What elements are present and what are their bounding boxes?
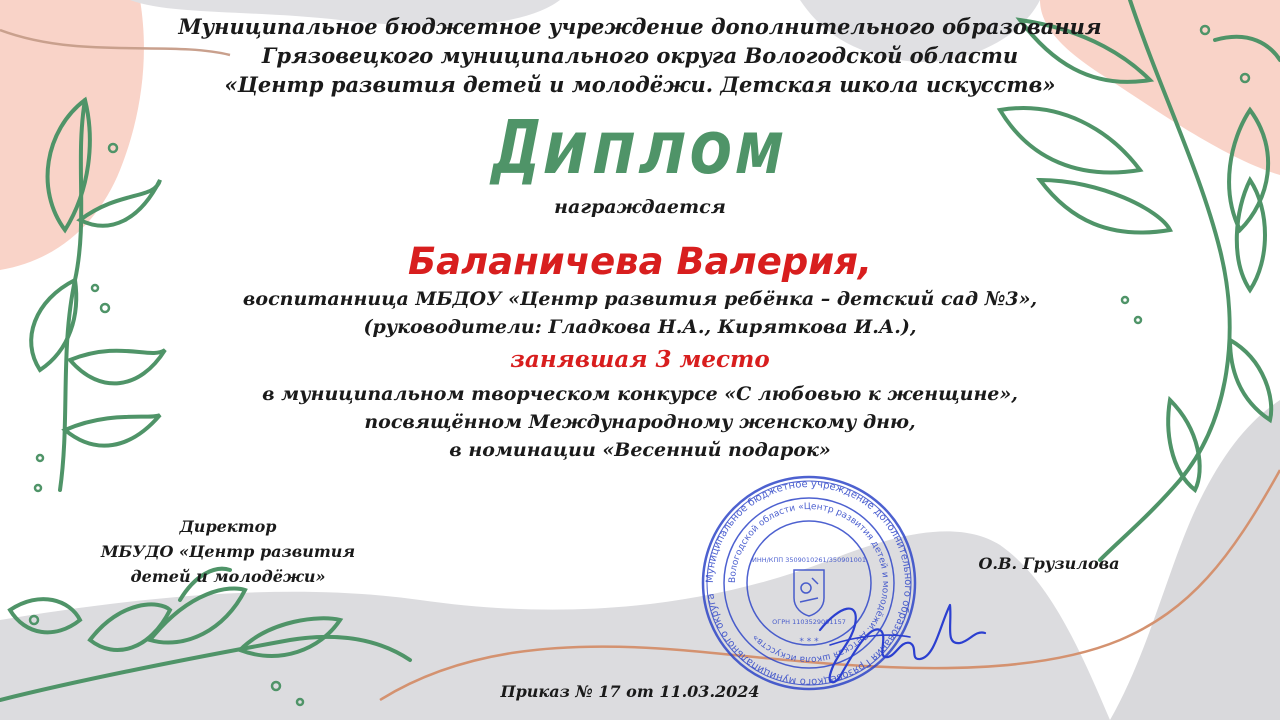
recipient-name: Баланичева Валерия, — [407, 240, 873, 283]
handwritten-signature — [800, 585, 1000, 695]
seal-outer-text: Муниципальное бюджетное учреждение дополнительного образования Грязовецкого муниципального округа — [704, 478, 914, 688]
director-title: Директор — [179, 517, 277, 536]
diploma-title: Диплом — [494, 105, 786, 191]
seal-inner-text: Вологодской области «Центр развития детей и молодёжи. Детская школа искусств» — [727, 501, 891, 665]
signer-name: О.В. Грузилова — [978, 554, 1120, 573]
institution-header — [0, 12, 1280, 99]
header-line-2: Грязовецкого муниципального округа Вологодской области — [261, 43, 1019, 68]
place-awarded: занявшая 3 место — [510, 346, 770, 373]
contest-line: в муниципальном творческом конкурсе «С любовью к женщине», — [262, 383, 1018, 405]
award-text: награждается — [554, 196, 726, 218]
dedication-line: посвящённом Международному женскому дню, — [364, 411, 916, 433]
supervisors: (руководители: Гладкова Н.А., Киряткова И.А.), — [363, 316, 917, 338]
seal-inn: ИНН/КПП 3509010261/350901001 — [751, 556, 867, 564]
recipient-institution: воспитанница МБДОУ «Центр развития ребёнка – детский сад №3», — [242, 288, 1038, 310]
director-org-line-2: детей и молодёжи» — [130, 567, 326, 586]
order-reference: Приказ № 17 от 11.03.2024 — [500, 682, 760, 701]
seal-star-icon: * * * — [799, 637, 819, 647]
nomination-line: в номинации «Весенний подарок» — [449, 439, 831, 461]
director-block — [98, 514, 358, 589]
header-line-3: «Центр развития детей и молодёжи. Детская школа искусств» — [224, 72, 1056, 97]
seal-ogrn: ОГРН 1103529001157 — [772, 618, 846, 626]
header-line-1: Муниципальное бюджетное учреждение дополнительного образования — [178, 14, 1102, 39]
director-org-line-1: МБУДО «Центр развития — [100, 542, 356, 561]
